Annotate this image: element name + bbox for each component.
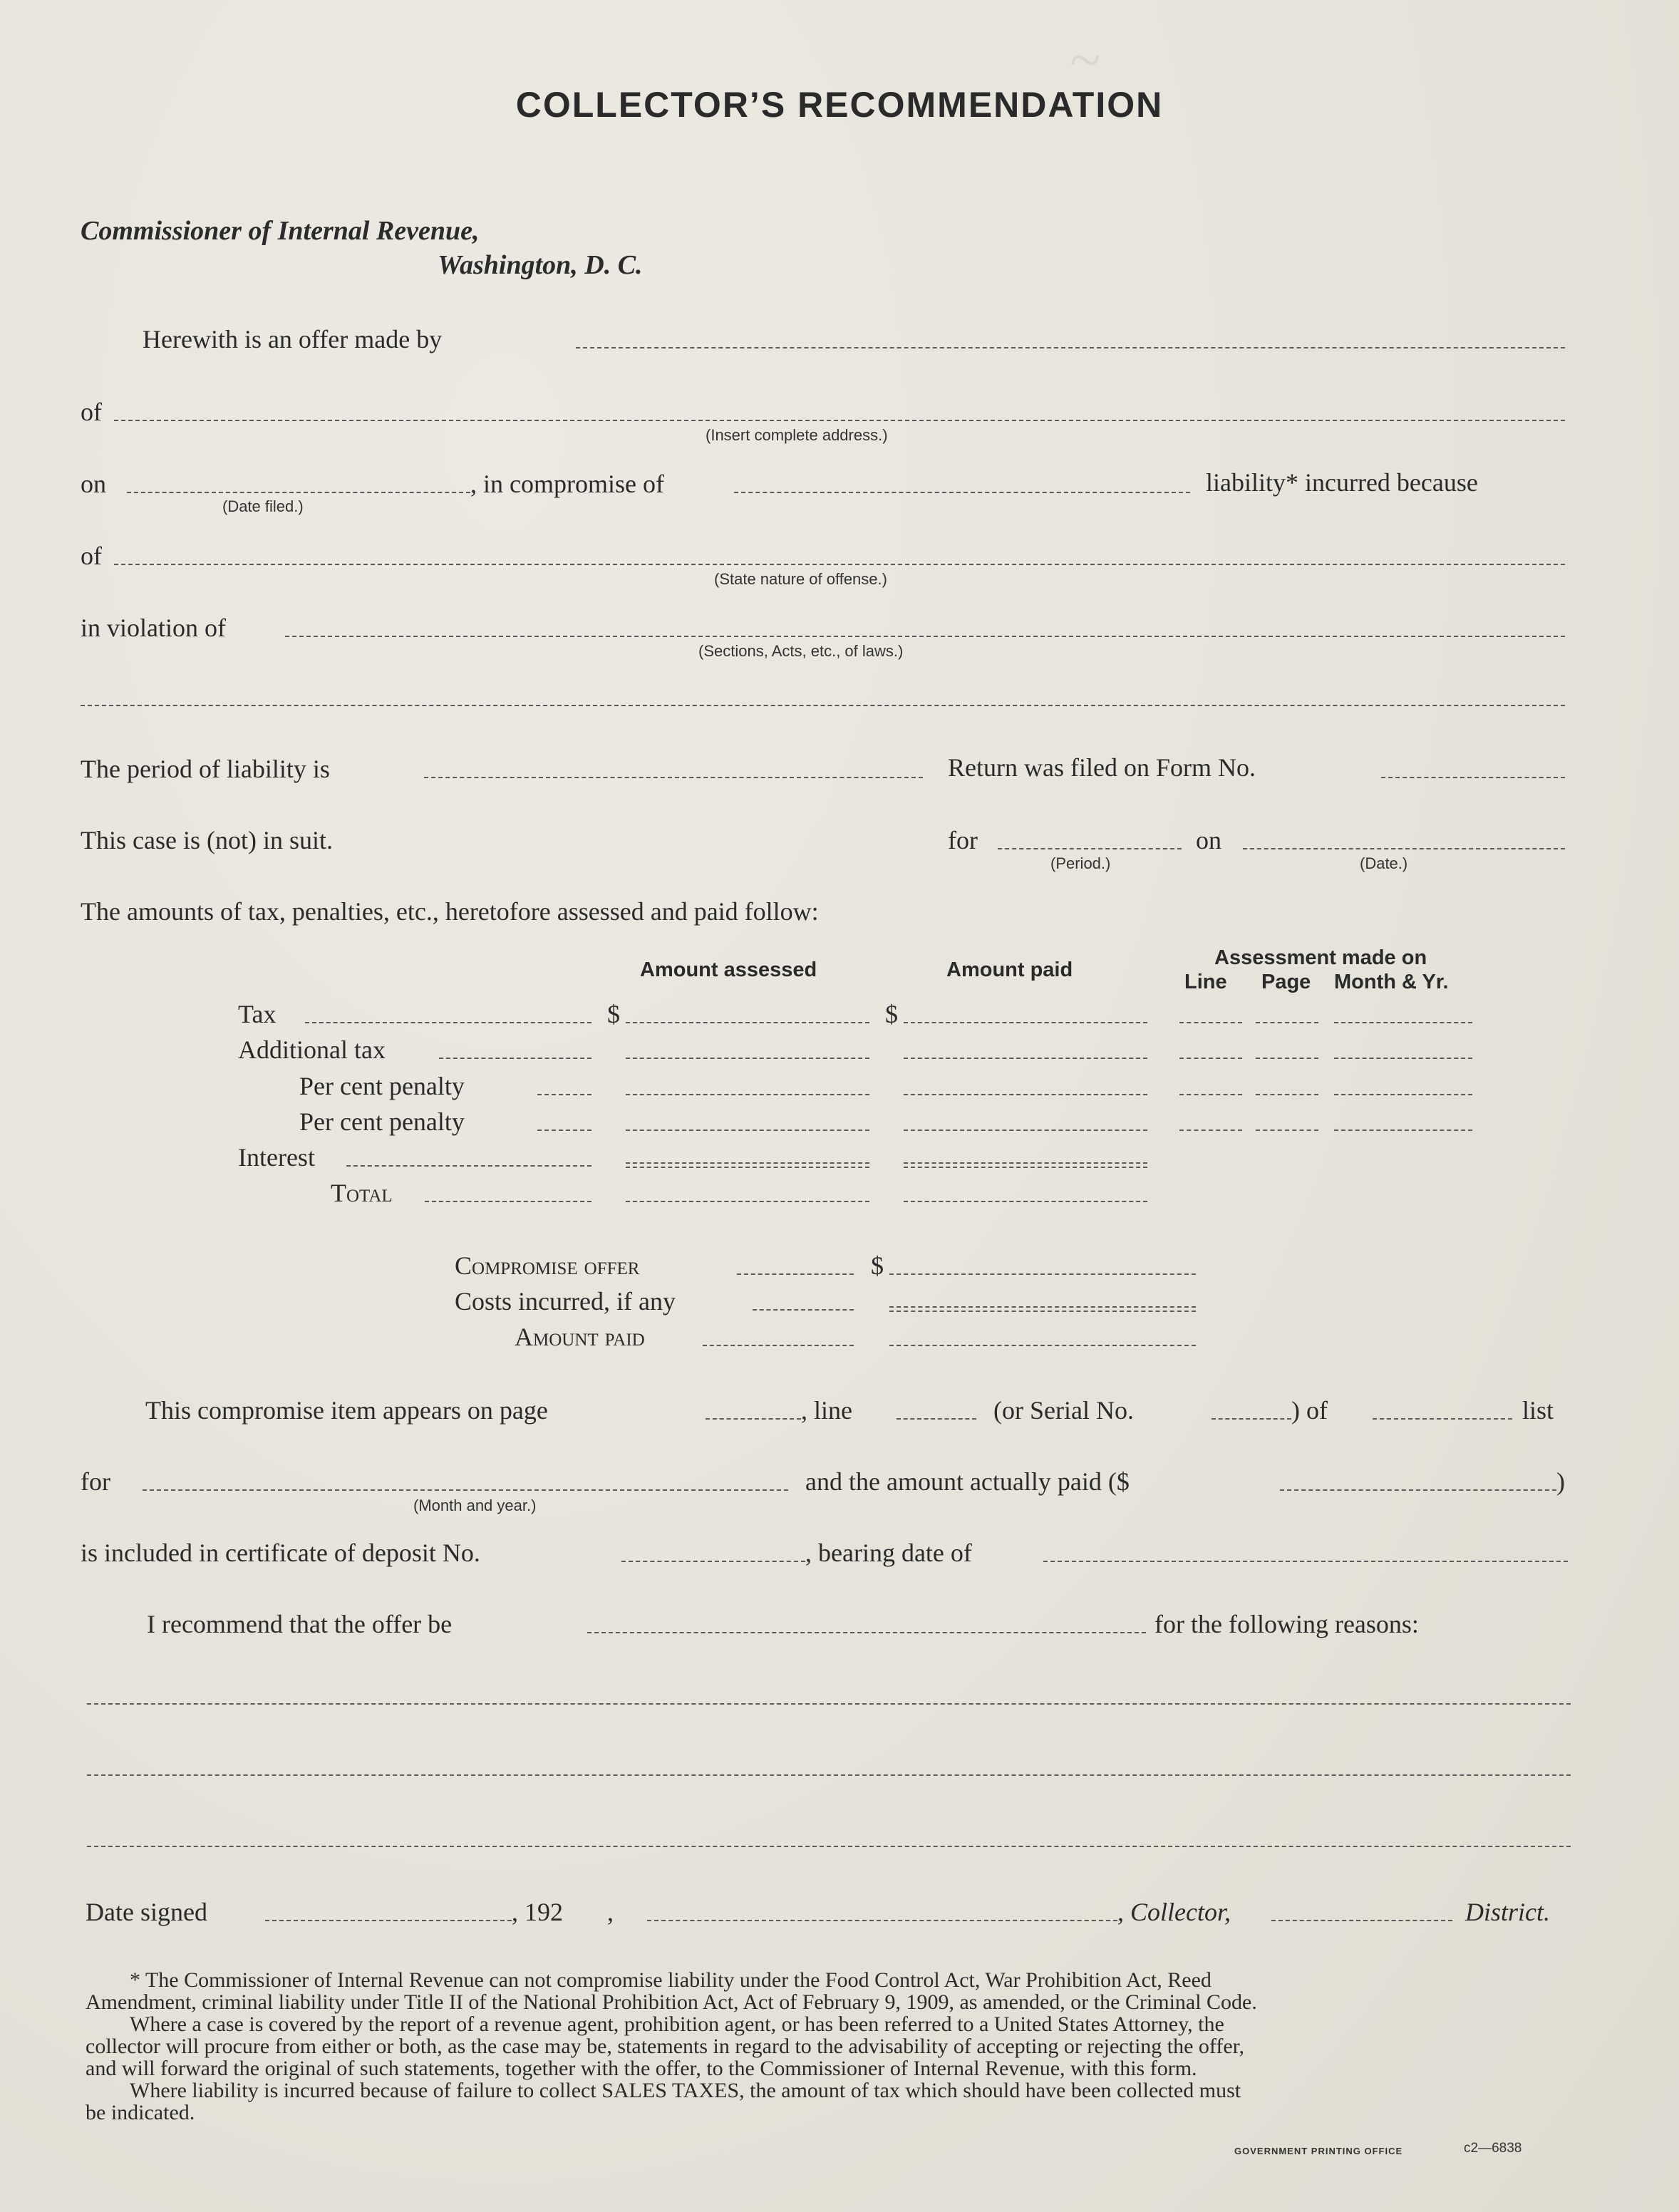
row-penalty2-label: Per cent penalty: [299, 1107, 465, 1136]
offense-hint: (State nature of offense.): [714, 570, 887, 588]
recommendation-field[interactable]: [587, 1632, 1146, 1633]
form-title: COLLECTOR’S RECOMMENDATION: [515, 85, 1164, 125]
total-paid-field[interactable]: [904, 1201, 1147, 1202]
amount-paid-leader: [703, 1345, 854, 1346]
offerer-name-field[interactable]: [576, 347, 1565, 348]
violation-laws-field[interactable]: [285, 636, 1565, 637]
costs-field[interactable]: [889, 1306, 1196, 1312]
date-filed-hint: (Date filed.): [222, 497, 304, 515]
on-label: on: [81, 470, 106, 498]
amount-paid-field[interactable]: [889, 1345, 1196, 1346]
form-code: c2—6838: [1464, 2141, 1522, 2156]
additional-month-field[interactable]: [1334, 1058, 1472, 1059]
compromise-of-label: , in compromise of: [470, 470, 664, 498]
col-amount-paid: Amount paid: [946, 958, 1073, 981]
of-address-label: of: [81, 398, 102, 426]
suit-label: This case is (not) in suit.: [81, 826, 333, 854]
row-interest-leader: [346, 1165, 591, 1167]
list-field[interactable]: [1373, 1418, 1512, 1420]
suit-period-field[interactable]: [998, 848, 1182, 849]
bearing-date-field[interactable]: [1043, 1561, 1568, 1562]
compromise-offer-leader: [737, 1273, 854, 1275]
violation-continuation-field[interactable]: [81, 705, 1565, 706]
district-field[interactable]: [1271, 1920, 1452, 1921]
row-total-leader: [425, 1201, 591, 1202]
suit-date-field[interactable]: [1243, 848, 1565, 849]
amount-actually-paid-field[interactable]: [1280, 1489, 1556, 1491]
tax-line-field[interactable]: [1179, 1022, 1242, 1023]
address-line-2: Washington, D. C.: [438, 250, 643, 280]
penalty2-month-field[interactable]: [1334, 1130, 1472, 1131]
bleed-through-mark: ~: [1069, 29, 1100, 92]
of-offense-label: of: [81, 542, 102, 570]
violation-label: in violation of: [81, 614, 226, 642]
row-tax-label: Tax: [238, 1000, 277, 1028]
suit-for-label: for: [948, 826, 978, 854]
collector-signature-field[interactable]: [647, 1920, 1117, 1921]
reasons-line-3[interactable]: [87, 1846, 1571, 1847]
certificate-no-field[interactable]: [621, 1561, 805, 1562]
row-additional-leader: [439, 1058, 591, 1059]
amount-actually-paid-label: and the amount actually paid ($: [805, 1467, 1130, 1496]
line-field[interactable]: [897, 1418, 976, 1420]
period-hint: (Period.): [1050, 854, 1111, 872]
col-line: Line: [1184, 971, 1227, 993]
date-signed-field[interactable]: [265, 1920, 512, 1921]
additional-page-field[interactable]: [1256, 1058, 1318, 1059]
liability-label: liability* incurred because: [1206, 468, 1478, 497]
row-total-label: Total: [331, 1179, 393, 1207]
penalty1-paid-field[interactable]: [904, 1094, 1147, 1095]
penalty1-assessed-field[interactable]: [626, 1094, 869, 1095]
compromise-dollar: $: [871, 1251, 884, 1280]
costs-label: Costs incurred, if any: [455, 1287, 676, 1316]
col-amount-assessed: Amount assessed: [640, 958, 817, 981]
for-label: for: [81, 1467, 110, 1496]
penalty1-month-field[interactable]: [1334, 1094, 1472, 1095]
bearing-date-label: , bearing date of: [805, 1539, 972, 1567]
recommend-label: I recommend that the offer be: [147, 1610, 453, 1638]
total-assessed-field[interactable]: [626, 1201, 869, 1202]
laws-hint: (Sections, Acts, etc., of laws.): [698, 642, 904, 660]
amounts-intro: The amounts of tax, penalties, etc., heretofore assessed and paid follow:: [81, 897, 819, 926]
interest-assessed-field[interactable]: [626, 1162, 869, 1168]
tax-paid-dollar: $: [885, 1000, 898, 1028]
period-label: The period of liability is: [81, 755, 330, 783]
address-hint: (Insert complete address.): [706, 426, 888, 444]
appears-label: This compromise item appears on page: [145, 1396, 548, 1425]
penalty2-paid-field[interactable]: [904, 1130, 1147, 1131]
row-tax-leader: [305, 1022, 591, 1023]
row-penalty1-leader: [537, 1094, 591, 1095]
district-label: District.: [1465, 1898, 1551, 1926]
penalty1-page-field[interactable]: [1256, 1094, 1318, 1095]
additional-assessed-field[interactable]: [626, 1058, 869, 1059]
col-assessment-made-on: Assessment made on: [1214, 946, 1427, 969]
penalty2-assessed-field[interactable]: [626, 1130, 869, 1131]
col-page: Page: [1261, 971, 1311, 993]
footnote-3-line-2: be indicated.: [86, 2101, 195, 2124]
penalty1-line-field[interactable]: [1179, 1094, 1242, 1095]
line-label: , line: [801, 1396, 852, 1425]
row-penalty1-label: Per cent penalty: [299, 1072, 465, 1100]
serial-field[interactable]: [1212, 1418, 1291, 1420]
penalty2-page-field[interactable]: [1256, 1130, 1318, 1131]
serial-label: (or Serial No.: [993, 1396, 1134, 1425]
footnote-1-line-2: Amendment, criminal liability under Title II of the National Prohibition Act, Act of February 9, 1909, as amended, or the Criminal Code.: [86, 1990, 1257, 2014]
reasons-line-1[interactable]: [87, 1703, 1571, 1705]
reasons-label: for the following reasons:: [1154, 1610, 1419, 1638]
tax-assessed-field[interactable]: [626, 1022, 869, 1023]
row-interest-label: Interest: [238, 1143, 315, 1172]
address-line-1: Commissioner of Internal Revenue,: [81, 216, 480, 246]
offense-nature-field[interactable]: [114, 564, 1565, 565]
month-hint: (Month and year.): [413, 1497, 537, 1514]
list-label: list: [1522, 1396, 1554, 1425]
row-penalty2-leader: [537, 1130, 591, 1131]
return-form-label: Return was filed on Form No.: [948, 753, 1256, 782]
of-list-label: ) of: [1291, 1396, 1328, 1425]
tax-page-field[interactable]: [1256, 1022, 1318, 1023]
herewith-label: Herewith is an offer made by: [143, 325, 443, 353]
offerer-address-field[interactable]: [114, 420, 1565, 421]
year-prefix: , 192: [512, 1898, 563, 1926]
tax-paid-field[interactable]: [904, 1022, 1147, 1023]
additional-line-field[interactable]: [1179, 1058, 1242, 1059]
compromise-offer-field[interactable]: [889, 1273, 1196, 1275]
date-filed-field[interactable]: [127, 492, 470, 493]
page-field[interactable]: [706, 1418, 801, 1420]
footnote-2-line-2: collector will procure from either or both, as the case may be, statements in regard to the advisability of accepting or rejecting the offer,: [86, 2035, 1244, 2058]
reasons-line-2[interactable]: [87, 1774, 1571, 1776]
collector-label: , Collector,: [1117, 1898, 1231, 1926]
date-signed-label: Date signed: [86, 1898, 207, 1926]
compromise-offer-label: Compromise offer: [455, 1251, 640, 1280]
amount-paid-label: Amount paid: [515, 1323, 645, 1351]
row-additional-label: Additional tax: [238, 1035, 386, 1064]
costs-leader: [753, 1309, 854, 1311]
penalty2-line-field[interactable]: [1179, 1130, 1242, 1131]
footnote-1-line-1: * The Commissioner of Internal Revenue can not compromise liability under the Food Control Act, War Prohibition Act, Reed: [130, 1968, 1212, 1992]
certificate-label: is included in certificate of deposit No.: [81, 1539, 480, 1567]
year-comma: ,: [607, 1898, 614, 1926]
col-month-year: Month & Yr.: [1334, 971, 1449, 993]
footnote-3-line-1: Where liability is incurred because of failure to collect SALES TAXES, the amount of tax which should have been collected must: [130, 2079, 1241, 2102]
tax-assessed-dollar: $: [607, 1000, 620, 1028]
interest-paid-field[interactable]: [904, 1162, 1147, 1168]
month-year-field[interactable]: [143, 1489, 788, 1491]
tax-month-field[interactable]: [1334, 1022, 1472, 1023]
return-form-field[interactable]: [1381, 777, 1565, 778]
compromise-liability-field[interactable]: [734, 492, 1190, 493]
suit-on-label: on: [1196, 826, 1221, 854]
footnote-2-line-3: and will forward the original of such statements, together with the offer, to the Commissioner of Internal Revenue, with this form.: [86, 2057, 1197, 2080]
close-paren: ): [1556, 1467, 1565, 1496]
date-hint: (Date.): [1360, 854, 1408, 872]
footnote-2-line-1: Where a case is covered by the report of a revenue agent, prohibition agent, or has been referred to a United States Attorney, the: [130, 2012, 1224, 2036]
period-field[interactable]: [424, 777, 923, 778]
additional-paid-field[interactable]: [904, 1058, 1147, 1059]
printer-imprint: GOVERNMENT PRINTING OFFICE: [1234, 2146, 1403, 2156]
